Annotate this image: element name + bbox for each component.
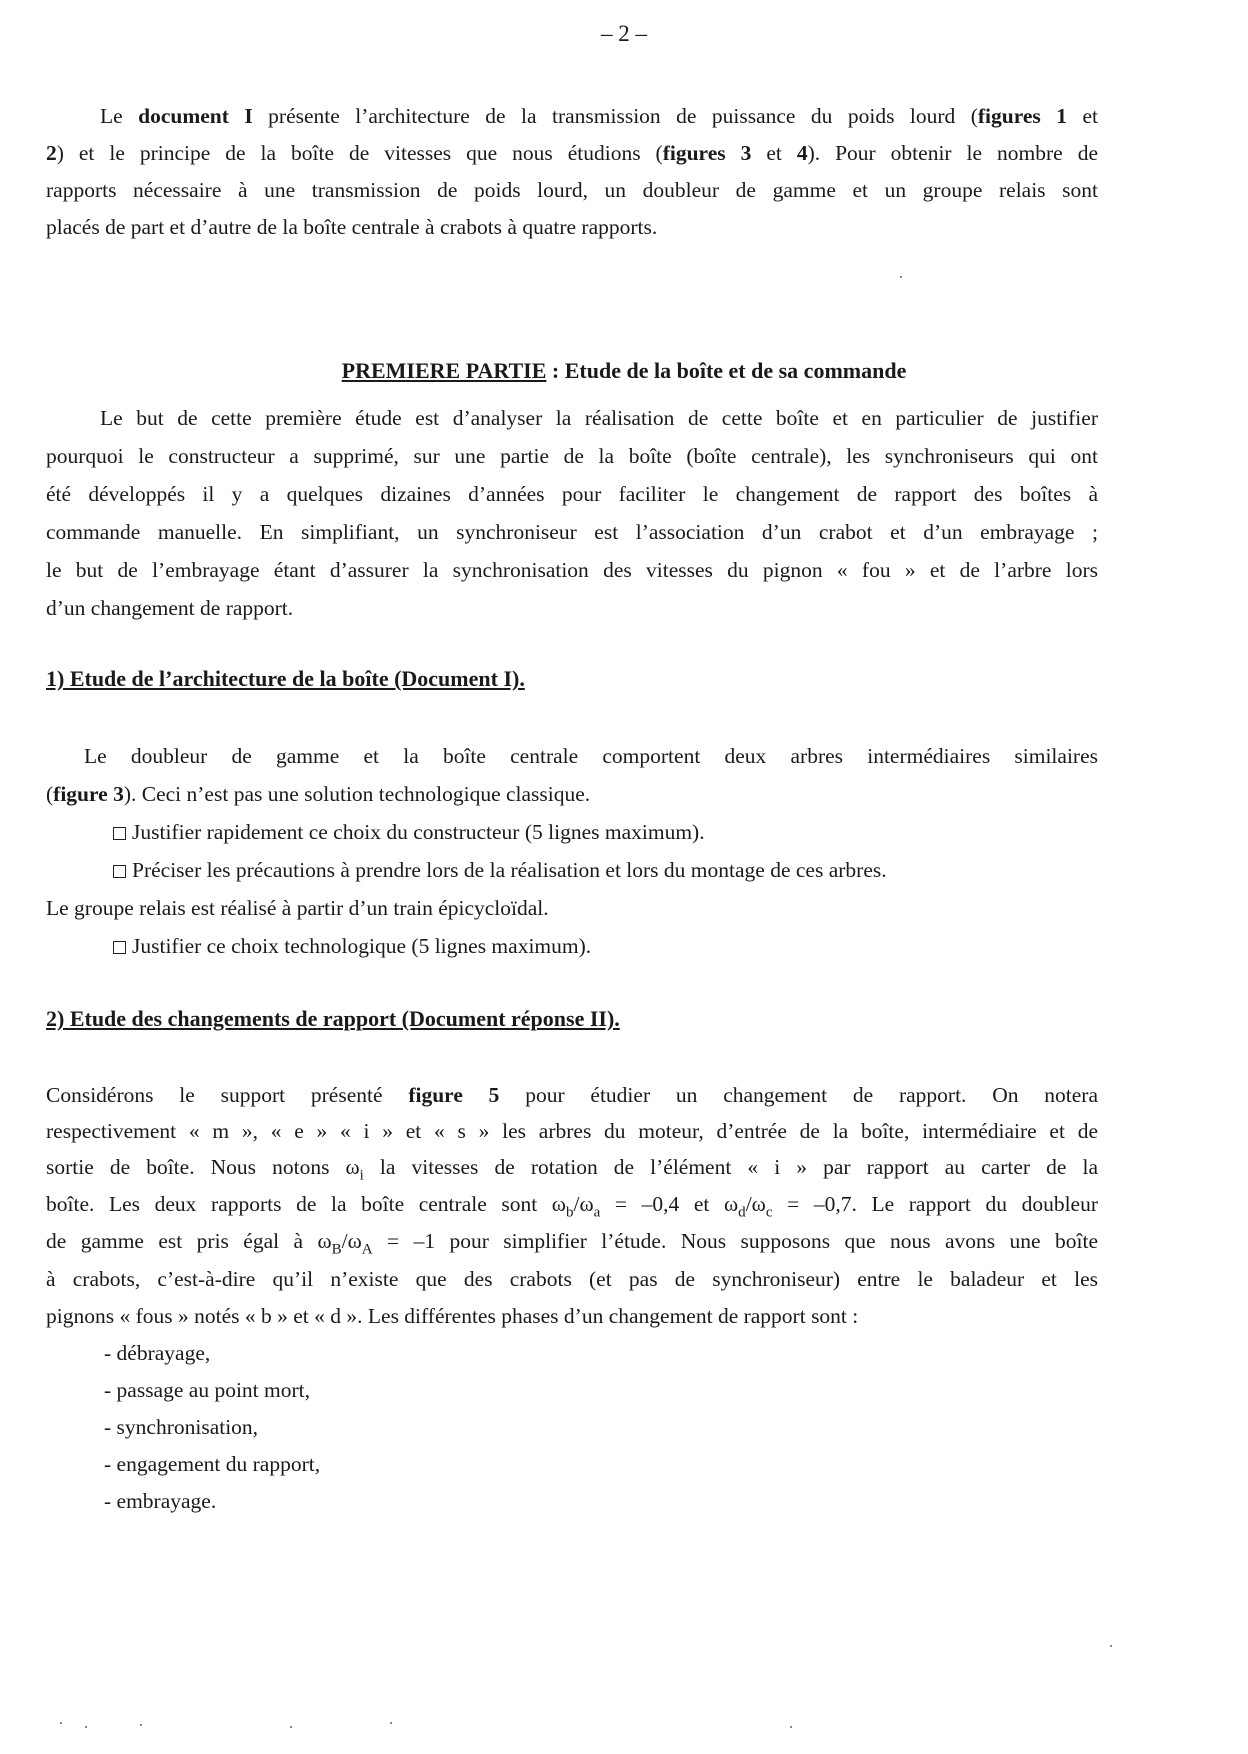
question-item: Préciser les précautions à prendre lors de la réalisation et lors du montage de ces arbres. — [113, 860, 887, 882]
section-2-line: boîte. Les deux rapports de la boîte centrale sont $\omega_b/\omega_a = -0,4$ et $\omega_d/\omega_c = -0,7$. Le rapport du doubleur — [46, 1192, 1098, 1221]
checkbox-icon — [113, 827, 126, 840]
scan-speck — [390, 1722, 392, 1724]
intro-line: Le document I présente l’architecture de la transmission de puissance du poids lourd (figures 1 et — [100, 104, 1098, 128]
section-1-line: Le doubleur de gamme et la boîte centrale comportent deux arbres intermédiaires similaires — [84, 744, 1098, 768]
section-2-line: pignons « fous » notés « b » et « d ». Les différentes phases d’un changement de rapport sont : — [46, 1304, 859, 1328]
section-2-heading: 2) Etude des changements de rapport (Document réponse II). — [46, 1006, 620, 1031]
phase-list-item: - embrayage. — [104, 1489, 217, 1513]
phase-list-item: - passage au point mort, — [104, 1378, 310, 1402]
question-item: Justifier rapidement ce choix du constructeur (5 lignes maximum). — [113, 822, 705, 844]
section-2-line: Considérons le support présenté figure 5 pour étudier un changement de rapport. On notera — [46, 1083, 1098, 1107]
section-2-line: à crabots, c’est-à-dire qu’il n’existe que des crabots (et pas de synchroniseur) entre le baladeur et les — [46, 1267, 1098, 1291]
scan-speck — [140, 1724, 142, 1726]
part-intro-line: le but de l’embrayage étant d’assurer la synchronisation des vitesses du pignon « fou » et de l’arbre lors — [46, 558, 1098, 582]
part-title: PREMIERE PARTIE : Etude de la boîte et de sa commande — [341, 358, 907, 383]
phase-list-item: - synchronisation, — [104, 1415, 259, 1439]
section-2-line: sortie de boîte. Nous notons $\omega_i$ la vitesses de rotation de l’élément « i » par rapport au carter de la — [46, 1155, 1098, 1184]
checkbox-icon — [113, 865, 126, 878]
part-intro-line: commande manuelle. En simplifiant, un synchroniseur est l’association d’un crabot et d’un embrayage ; — [46, 520, 1098, 544]
part-intro-line: Le but de cette première étude est d’analyser la réalisation de cette boîte et en particulier de justifier — [100, 406, 1098, 430]
scan-speck — [290, 1726, 292, 1728]
section-2-line: respectivement « m », « e » « i » et « s » les arbres du moteur, d’entrée de la boîte, intermédiaire et de — [46, 1119, 1098, 1143]
phase-list-item: - engagement du rapport, — [104, 1452, 321, 1476]
part-intro-line: été développés il y a quelques dizaines d’années pour faciliter le changement de rapport des boîtes à — [46, 482, 1098, 506]
phase-list-item: - débrayage, — [104, 1341, 211, 1365]
scan-speck — [85, 1726, 87, 1728]
checkbox-icon — [113, 941, 126, 954]
part-intro-line: pourquoi le constructeur a supprimé, sur une partie de la boîte (boîte centrale), les synchroniseurs qui ont — [46, 444, 1098, 468]
page-number: – 2 – — [601, 21, 647, 46]
section-1-line: (figure 3). Ceci n’est pas une solution technologique classique. — [46, 782, 591, 806]
question-item: Justifier ce choix technologique (5 lignes maximum). — [113, 936, 591, 958]
scan-speck — [900, 276, 902, 278]
section-1-line: Le groupe relais est réalisé à partir d’un train épicycloïdal. — [46, 896, 549, 920]
intro-line: rapports nécessaire à une transmission de poids lourd, un doubleur de gamme et un groupe relais sont — [46, 178, 1098, 202]
part-intro-line: d’un changement de rapport. — [46, 596, 294, 620]
scan-speck — [1110, 1645, 1112, 1647]
intro-line: 2) et le principe de la boîte de vitesses que nous étudions (figures 3 et 4). Pour obtenir le nombre de — [46, 141, 1098, 165]
scan-speck — [790, 1726, 792, 1728]
intro-line: placés de part et d’autre de la boîte centrale à crabots à quatre rapports. — [46, 215, 658, 239]
section-1-heading: 1) Etude de l’architecture de la boîte (Document I). — [46, 666, 525, 691]
section-2-line: de gamme est pris égal à $\omega_B/\omega_A = -1$ pour simplifier l’étude. Nous supposons que nous avons une boîte — [46, 1229, 1098, 1258]
scan-speck — [60, 1722, 62, 1724]
